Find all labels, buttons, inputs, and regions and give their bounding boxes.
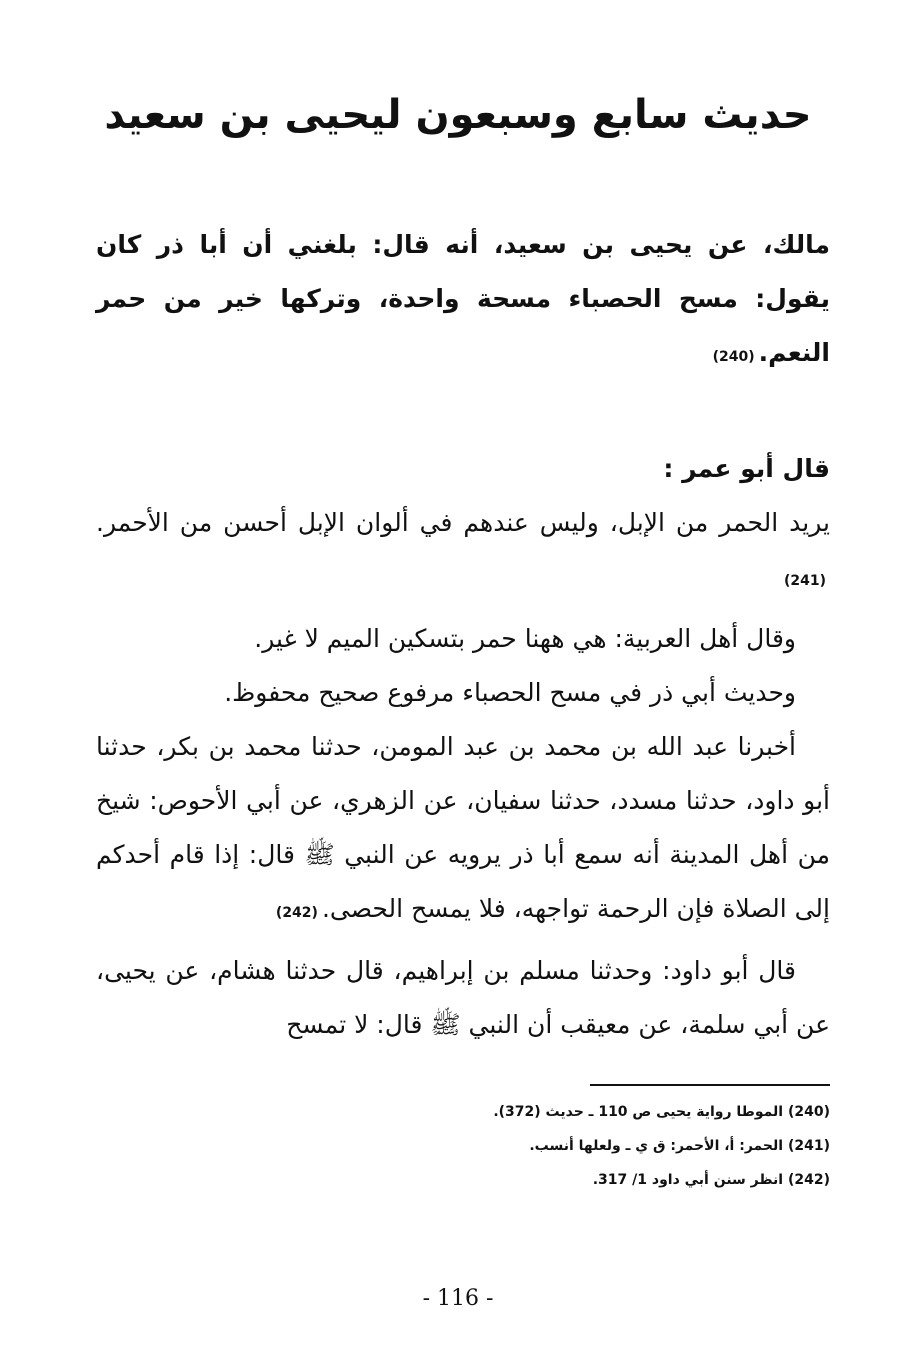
- footnotes: [96, 1095, 830, 1197]
- paragraph-authenticity: وحديث أبي ذر في مسح الحصباء مرفوع صحيح محفوظ.: [224, 678, 796, 707]
- paragraph-commentary: [96, 496, 830, 608]
- footnote-ref: (241): [783, 573, 826, 589]
- footnote-item: (241) الحمر: أ، الأحمر: ق ي ـ ولعلها أنسب.: [529, 1138, 830, 1154]
- footnote-item: (242) انظر سنن أبي داود 1/ 317.: [592, 1172, 830, 1188]
- paragraph-text: يريد الحمر من الإبل، وليس عندهم في ألوان الإبل أحسن من الأحمر.: [96, 508, 830, 537]
- paragraph-isnad: [96, 720, 830, 940]
- footnote-item: (240) الموطا رواية يحيى ص 110 ـ حديث (372).: [493, 1104, 830, 1120]
- footnote-divider: [590, 1084, 830, 1086]
- paragraph-arabic-note: وقال أهل العربية: هي ههنا حمر بتسكين الميم لا غير.: [254, 624, 796, 653]
- footnote-ref: (240): [712, 349, 755, 365]
- page-number: - 116 -: [422, 1286, 494, 1311]
- paragraph-abu-dawud: قال أبو داود: وحدثنا مسلم بن إبراهيم، قال حدثنا هشام، عن يحيى، عن أبي سلمة، عن معيقب أن النبي ﷺ قال: لا تمسح: [96, 956, 830, 1039]
- main-text: [96, 218, 830, 1052]
- paragraph-text: أخبرنا عبد الله بن محمد بن عبد المومن، حدثنا محمد بن بكر، حدثنا أبو داود، حدثنا مسدد، حدثنا سفيان، عن الزهري، عن أبي الأحوص: شيخ من أهل المدينة أنه سمع أبا ذر يرويه عن النبي ﷺ قال: إذا قام أحدكم إلى الصلاة فإن الرحمة تواجهه، فلا يمسح الحصى.: [96, 732, 830, 923]
- paragraph-text: مالك، عن يحيى بن سعيد، أنه قال: بلغني أن أبا ذر كان يقول: مسح الحصباء مسحة واحدة، وتركها خير من حمر النعم.: [96, 230, 830, 367]
- paragraph-hadith: [96, 218, 830, 384]
- chapter-title: حديث سابع وسبعون ليحيى بن سعيد: [104, 92, 812, 138]
- footnote-ref: (242): [275, 905, 318, 921]
- section-heading: قال أبو عمر :: [663, 454, 830, 483]
